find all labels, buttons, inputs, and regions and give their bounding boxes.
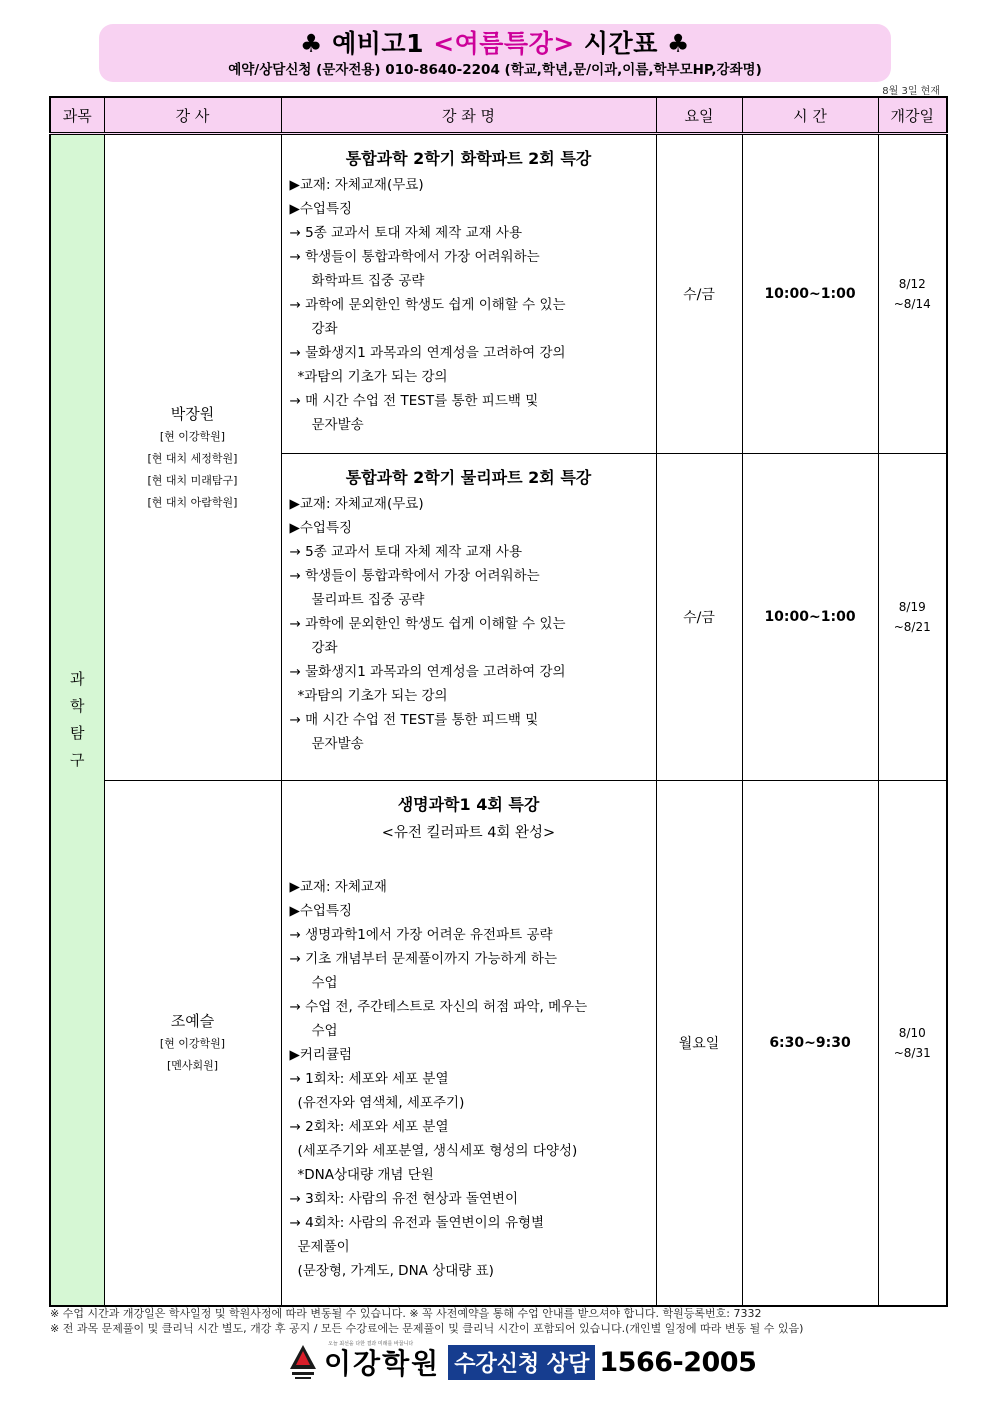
footer-note: ※ 수업 시간과 개강일은 학사일정 및 학원사정에 따라 변동될 수 있습니다. ※ 꼭 사전예약을 통해 수업 안내를 받으셔야 합니다. 학원등록번호: 7332 xyxy=(50,1307,762,1320)
course-start-date: 8/12 ~8/14 xyxy=(878,134,947,454)
course-detail-line: → 2회차: 세포와 세포 분열 xyxy=(289,1119,449,1135)
title-banner xyxy=(99,24,891,82)
table-row xyxy=(50,781,947,1307)
course-cell xyxy=(281,781,656,1307)
teacher-name: 박장원 xyxy=(170,404,215,423)
course-detail-line: 문자발송 xyxy=(311,417,364,433)
course-detail-line: → 기초 개념부터 문제풀이까지 가능하게 하는 xyxy=(289,951,558,967)
teacher-cell: 박장원 [현 이강학원] [현 대치 세정학원] [현 대치 미래탐구] [현 대치 아람학원] xyxy=(104,134,281,781)
schedule-table xyxy=(49,96,948,1307)
course-detail-line: → 매 시간 수업 전 TEST를 통한 피드백 및 xyxy=(289,712,539,728)
course-detail-line: *과탐의 기초가 되는 강의 xyxy=(297,688,448,704)
course-detail-line: → 수업 전, 주간테스트로 자신의 허점 파악, 메우는 xyxy=(289,999,588,1015)
course-detail-line: → 4회차: 사람의 유전과 돌연변이의 유형별 xyxy=(289,1215,545,1231)
course-detail-line: → 매 시간 수업 전 TEST를 통한 피드백 및 xyxy=(289,393,539,409)
course-detail-line: 물리파트 집중 공략 xyxy=(311,592,425,608)
course-start-date: 8/10 ~8/31 xyxy=(878,781,947,1307)
col-header-subject: 과목 xyxy=(50,97,104,134)
subject-cell: 과 학 탐 구 xyxy=(50,134,104,1307)
course-detail-line: 수업 xyxy=(311,1023,338,1039)
logo-slogan: 오늘 최선을 다한 결과 미래를 바꿉니다 xyxy=(328,1341,414,1347)
course-day: 수/금 xyxy=(656,454,742,781)
header-row xyxy=(50,97,947,134)
course-cell xyxy=(281,454,656,781)
course-detail-line: (세포주기와 세포분열, 생식세포 형성의 다양성) xyxy=(297,1143,578,1159)
title-highlight: <여름특강> xyxy=(433,29,575,58)
enroll-consult-badge: 수강신청 상담 xyxy=(448,1345,595,1380)
course-cell xyxy=(281,134,656,454)
course-detail-line: 수업 xyxy=(311,975,338,991)
course-detail-line: 문자발송 xyxy=(311,736,364,752)
course-detail-line: ▶수업특징 xyxy=(289,201,353,217)
col-header-teacher: 강 사 xyxy=(104,97,281,134)
teacher-name: 조예슬 xyxy=(170,1012,215,1030)
course-detail-line: 문제풀이 xyxy=(297,1239,350,1255)
course-time: 10:00~1:00 xyxy=(742,454,878,781)
course-title: 통합과학 2학기 물리파트 2회 특강 xyxy=(345,468,592,487)
course-detail-line: → 물화생지1 과목과의 연계성을 고려하여 강의 xyxy=(289,345,566,361)
course-detail-line: → 물화생지1 과목과의 연계성을 고려하여 강의 xyxy=(289,664,566,680)
course-detail-line: → 학생들이 통합과학에서 가장 어려워하는 xyxy=(289,249,540,265)
course-detail-line: *과탐의 기초가 되는 강의 xyxy=(297,369,448,385)
footer-note: ※ 전 과목 문제풀이 및 클리닉 시간 별도, 개강 후 공지 / 모든 수강료에는 문제풀이 및 클리닉 시간이 포함되어 있습니다.(개인별 일정에 따라 변동 될 수 있음) xyxy=(50,1322,804,1335)
course-detail-line: → 5종 교과서 토대 자체 제작 교재 사용 xyxy=(289,544,523,560)
course-detail-line: (유전자와 염색체, 세포주기) xyxy=(297,1095,465,1111)
course-detail-line: → 5종 교과서 토대 자체 제작 교재 사용 xyxy=(289,225,523,241)
course-detail-line: → 과학에 문외한인 학생도 쉽게 이해할 수 있는 xyxy=(289,297,566,313)
course-detail-line: ▶커리큘럼 xyxy=(289,1047,353,1063)
academy-emblem-icon xyxy=(288,1343,318,1381)
course-day: 수/금 xyxy=(656,134,742,454)
course-detail-line: 강좌 xyxy=(311,321,338,337)
academy-logo xyxy=(288,1341,756,1383)
course-detail-line: → 3회차: 사람의 유전 현상과 돌연변이 xyxy=(289,1191,518,1207)
course-detail-line: → 생명과학1에서 가장 어려운 유전파트 공략 xyxy=(289,927,553,943)
course-detail-line: 화학파트 집중 공략 xyxy=(311,273,425,289)
course-detail-line: *DNA상대량 개념 단원 xyxy=(297,1167,434,1183)
academy-name: 이강학원 xyxy=(324,1347,441,1380)
course-title: 생명과학1 4회 특강 xyxy=(397,795,540,814)
col-header-start: 개강일 xyxy=(878,97,947,134)
course-detail-line: ▶수업특징 xyxy=(289,903,353,919)
course-detail-line: 강좌 xyxy=(311,640,338,656)
course-time: 6:30~9:30 xyxy=(742,781,878,1307)
course-detail-line: → 학생들이 통합과학에서 가장 어려워하는 xyxy=(289,568,540,584)
col-header-course: 강 좌 명 xyxy=(281,97,656,134)
course-detail-line: → 1회차: 세포와 세포 분열 xyxy=(289,1071,449,1087)
teacher-cell: 조예슬 [현 이강학원] [멘사회원] xyxy=(104,781,281,1307)
course-title: 통합과학 2학기 화학파트 2회 특강 xyxy=(345,149,592,168)
as-of-date: 8월 3일 현재 xyxy=(882,86,940,97)
course-day: 월요일 xyxy=(656,781,742,1307)
footer-notes xyxy=(50,1306,803,1336)
course-subtitle: <유전 킬러파트 4회 완성> xyxy=(381,825,556,841)
phone-number: 1566-2005 xyxy=(599,1346,757,1378)
course-time: 10:00~1:00 xyxy=(742,134,878,454)
course-detail-line: ▶교재: 자체교재 xyxy=(289,879,387,895)
course-detail-line: → 과학에 문외한인 학생도 쉽게 이해할 수 있는 xyxy=(289,616,566,632)
table-row xyxy=(50,134,947,454)
course-detail-line: ▶교재: 자체교재(무료) xyxy=(289,496,424,512)
col-header-day: 요일 xyxy=(656,97,742,134)
course-detail-line: ▶교재: 자체교재(무료) xyxy=(289,177,424,193)
col-header-time: 시 간 xyxy=(742,97,878,134)
contact-line: 예약/상담신청 (문자전용) 010-8640-2204 (학교,학년,문/이과,이름,학부모HP,강좌명) xyxy=(228,62,762,78)
course-start-date: 8/19 ~8/21 xyxy=(878,454,947,781)
course-detail-line: ▶수업특징 xyxy=(289,520,353,536)
course-detail-line: (문장형, 가계도, DNA 상대량 표) xyxy=(297,1263,494,1279)
page-title: ♣ 예비고1 <여름특강> 시간표 ♣ xyxy=(300,29,690,58)
